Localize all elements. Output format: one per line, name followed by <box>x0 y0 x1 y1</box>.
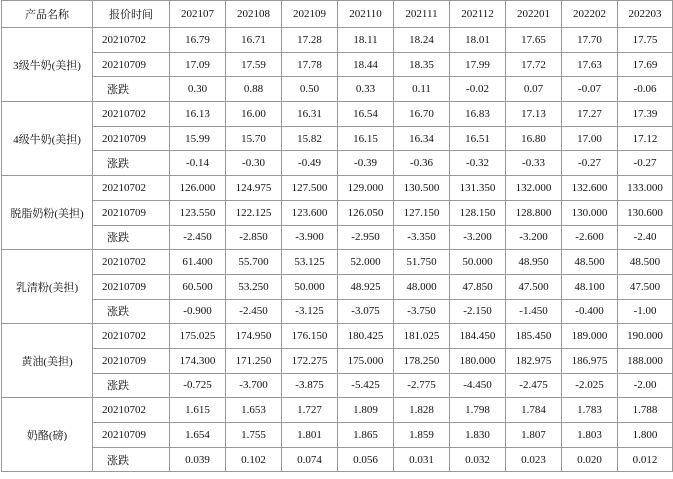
price-cell: 17.78 <box>282 52 338 77</box>
price-cell: 1.783 <box>562 398 618 423</box>
change-label: 涨跌 <box>93 225 170 250</box>
price-cell: 1.865 <box>338 423 394 448</box>
price-cell: 178.250 <box>394 348 450 373</box>
price-cell: 60.500 <box>170 274 226 299</box>
price-cell: 16.83 <box>450 102 506 127</box>
price-cell: 0.30 <box>170 77 226 102</box>
price-cell: 1.755 <box>226 423 282 448</box>
price-cell: 16.79 <box>170 28 226 53</box>
table-row <box>2 250 673 275</box>
price-cell: 190.000 <box>618 324 673 349</box>
price-cell: -5.425 <box>338 373 394 398</box>
price-cell: 1.809 <box>338 398 394 423</box>
price-cell: -3.200 <box>506 225 562 250</box>
price-cell: 16.70 <box>394 102 450 127</box>
price-cell: 123.600 <box>282 200 338 225</box>
price-cell: 127.150 <box>394 200 450 225</box>
price-table <box>1 0 673 472</box>
price-cell: -0.27 <box>562 151 618 176</box>
price-cell: 17.70 <box>562 28 618 53</box>
price-cell: -4.450 <box>450 373 506 398</box>
price-cell: 17.09 <box>170 52 226 77</box>
price-cell: 132.600 <box>562 176 618 201</box>
price-cell: -2.475 <box>506 373 562 398</box>
header-row <box>2 1 673 28</box>
table-row <box>2 52 673 77</box>
price-cell: -0.900 <box>170 299 226 324</box>
price-cell: 175.025 <box>170 324 226 349</box>
price-cell: 0.032 <box>450 447 506 472</box>
header-month: 202109 <box>282 1 338 28</box>
price-cell: 1.788 <box>618 398 673 423</box>
price-cell: 48.500 <box>562 250 618 275</box>
price-cell: 48.000 <box>394 274 450 299</box>
price-cell: -0.27 <box>618 151 673 176</box>
price-cell: 0.33 <box>338 77 394 102</box>
price-cell: 188.000 <box>618 348 673 373</box>
table-row <box>2 373 673 398</box>
price-cell: 18.24 <box>394 28 450 53</box>
price-cell: 0.020 <box>562 447 618 472</box>
quote-date: 20210702 <box>93 324 170 349</box>
price-cell: 0.11 <box>394 77 450 102</box>
change-label: 涨跌 <box>93 77 170 102</box>
price-cell: 1.830 <box>450 423 506 448</box>
price-cell: 18.35 <box>394 52 450 77</box>
price-cell: -3.075 <box>338 299 394 324</box>
price-cell: 181.025 <box>394 324 450 349</box>
price-cell: 61.400 <box>170 250 226 275</box>
price-cell: -3.900 <box>282 225 338 250</box>
price-cell: 124.975 <box>226 176 282 201</box>
price-cell: -0.02 <box>450 77 506 102</box>
price-cell: 128.150 <box>450 200 506 225</box>
price-cell: 17.69 <box>618 52 673 77</box>
price-cell: 122.125 <box>226 200 282 225</box>
table-row <box>2 398 673 423</box>
table-row <box>2 77 673 102</box>
quote-date: 20210709 <box>93 423 170 448</box>
header-month: 202112 <box>450 1 506 28</box>
price-cell: 17.59 <box>226 52 282 77</box>
price-cell: 15.99 <box>170 126 226 151</box>
price-cell: -2.150 <box>450 299 506 324</box>
price-cell: 18.01 <box>450 28 506 53</box>
price-cell: 48.500 <box>618 250 673 275</box>
table-row <box>2 126 673 151</box>
price-cell: 0.031 <box>394 447 450 472</box>
price-cell: 0.039 <box>170 447 226 472</box>
price-cell: 126.000 <box>170 176 226 201</box>
price-cell: -2.775 <box>394 373 450 398</box>
header-quote-time: 报价时间 <box>93 1 170 28</box>
price-cell: 17.13 <box>506 102 562 127</box>
price-cell: 174.950 <box>226 324 282 349</box>
header-month: 202107 <box>170 1 226 28</box>
price-cell: 1.807 <box>506 423 562 448</box>
price-cell: -2.40 <box>618 225 673 250</box>
price-cell: 1.654 <box>170 423 226 448</box>
price-cell: 132.000 <box>506 176 562 201</box>
price-cell: 0.07 <box>506 77 562 102</box>
product-name: 3级牛奶(美担) <box>2 28 93 102</box>
price-cell: 131.350 <box>450 176 506 201</box>
price-cell: 15.70 <box>226 126 282 151</box>
header-month: 202202 <box>562 1 618 28</box>
price-cell: -0.06 <box>618 77 673 102</box>
price-cell: 18.44 <box>338 52 394 77</box>
product-name: 黄油(美担) <box>2 324 93 398</box>
price-cell: 186.975 <box>562 348 618 373</box>
price-cell: 130.600 <box>618 200 673 225</box>
price-cell: 1.727 <box>282 398 338 423</box>
price-cell: 17.28 <box>282 28 338 53</box>
price-cell: 1.803 <box>562 423 618 448</box>
price-cell: 1.798 <box>450 398 506 423</box>
price-cell: 172.275 <box>282 348 338 373</box>
table-row <box>2 176 673 201</box>
table-row <box>2 28 673 53</box>
price-cell: 1.801 <box>282 423 338 448</box>
price-cell: 0.102 <box>226 447 282 472</box>
price-cell: 0.074 <box>282 447 338 472</box>
price-cell: 17.63 <box>562 52 618 77</box>
product-name: 4级牛奶(美担) <box>2 102 93 176</box>
price-cell: -0.400 <box>562 299 618 324</box>
change-label: 涨跌 <box>93 299 170 324</box>
price-cell: -0.39 <box>338 151 394 176</box>
price-cell: 1.859 <box>394 423 450 448</box>
price-cell: 130.000 <box>562 200 618 225</box>
header-month: 202110 <box>338 1 394 28</box>
price-cell: -3.700 <box>226 373 282 398</box>
price-cell: 50.000 <box>282 274 338 299</box>
price-cell: 189.000 <box>562 324 618 349</box>
quote-date: 20210702 <box>93 102 170 127</box>
price-cell: 17.99 <box>450 52 506 77</box>
price-cell: 47.850 <box>450 274 506 299</box>
price-cell: 171.250 <box>226 348 282 373</box>
price-cell: 1.615 <box>170 398 226 423</box>
change-label: 涨跌 <box>93 373 170 398</box>
price-cell: -3.750 <box>394 299 450 324</box>
price-cell: 123.550 <box>170 200 226 225</box>
header-month: 202111 <box>394 1 450 28</box>
quote-date: 20210702 <box>93 28 170 53</box>
price-cell: 50.000 <box>450 250 506 275</box>
price-cell: 47.500 <box>506 274 562 299</box>
price-cell: 16.00 <box>226 102 282 127</box>
price-cell: 185.450 <box>506 324 562 349</box>
price-cell: 53.125 <box>282 250 338 275</box>
price-cell: 17.27 <box>562 102 618 127</box>
price-cell: 16.13 <box>170 102 226 127</box>
price-cell: 184.450 <box>450 324 506 349</box>
quote-date: 20210702 <box>93 176 170 201</box>
price-cell: -0.49 <box>282 151 338 176</box>
price-cell: 180.425 <box>338 324 394 349</box>
price-cell: 17.72 <box>506 52 562 77</box>
table-row <box>2 299 673 324</box>
table-row <box>2 225 673 250</box>
price-cell: -0.33 <box>506 151 562 176</box>
price-cell: 52.000 <box>338 250 394 275</box>
price-cell: 180.000 <box>450 348 506 373</box>
price-cell: 51.750 <box>394 250 450 275</box>
price-cell: -3.350 <box>394 225 450 250</box>
price-cell: 17.75 <box>618 28 673 53</box>
price-cell: 0.023 <box>506 447 562 472</box>
quote-date: 20210702 <box>93 398 170 423</box>
table-row <box>2 274 673 299</box>
price-cell: 17.39 <box>618 102 673 127</box>
price-cell: 1.800 <box>618 423 673 448</box>
table-row <box>2 423 673 448</box>
price-cell: 48.950 <box>506 250 562 275</box>
product-name: 脱脂奶粉(美担) <box>2 176 93 250</box>
price-cell: 17.12 <box>618 126 673 151</box>
quote-date: 20210709 <box>93 200 170 225</box>
table-row <box>2 324 673 349</box>
quote-date: 20210709 <box>93 52 170 77</box>
price-cell: 0.056 <box>338 447 394 472</box>
price-cell: -2.025 <box>562 373 618 398</box>
product-name: 乳清粉(美担) <box>2 250 93 324</box>
price-cell: 176.150 <box>282 324 338 349</box>
price-cell: 175.000 <box>338 348 394 373</box>
price-cell: 126.050 <box>338 200 394 225</box>
price-cell: 0.88 <box>226 77 282 102</box>
quote-date: 20210709 <box>93 126 170 151</box>
price-cell: -1.450 <box>506 299 562 324</box>
price-cell: 16.80 <box>506 126 562 151</box>
price-cell: 48.100 <box>562 274 618 299</box>
price-cell: -2.850 <box>226 225 282 250</box>
header-month: 202201 <box>506 1 562 28</box>
price-cell: -0.07 <box>562 77 618 102</box>
price-cell: 130.500 <box>394 176 450 201</box>
price-cell: 16.31 <box>282 102 338 127</box>
price-cell: 17.00 <box>562 126 618 151</box>
price-cell: 1.784 <box>506 398 562 423</box>
price-cell: 1.828 <box>394 398 450 423</box>
price-cell: -3.875 <box>282 373 338 398</box>
change-label: 涨跌 <box>93 447 170 472</box>
price-cell: 55.700 <box>226 250 282 275</box>
table-body <box>2 28 673 472</box>
change-label: 涨跌 <box>93 151 170 176</box>
price-cell: 15.82 <box>282 126 338 151</box>
price-cell: -2.950 <box>338 225 394 250</box>
price-cell: -0.725 <box>170 373 226 398</box>
price-cell: -2.600 <box>562 225 618 250</box>
table-row <box>2 348 673 373</box>
price-cell: 128.800 <box>506 200 562 225</box>
table-row <box>2 200 673 225</box>
price-cell: 1.653 <box>226 398 282 423</box>
price-cell: -3.200 <box>450 225 506 250</box>
quote-date: 20210702 <box>93 250 170 275</box>
header-month: 202108 <box>226 1 282 28</box>
price-cell: -0.14 <box>170 151 226 176</box>
price-cell: 0.50 <box>282 77 338 102</box>
quote-date: 20210709 <box>93 348 170 373</box>
price-cell: 129.000 <box>338 176 394 201</box>
price-cell: 0.012 <box>618 447 673 472</box>
price-cell: 17.65 <box>506 28 562 53</box>
header-product: 产品名称 <box>2 1 93 28</box>
price-cell: -2.00 <box>618 373 673 398</box>
price-cell: 133.000 <box>618 176 673 201</box>
price-cell: -2.450 <box>170 225 226 250</box>
price-cell: 127.500 <box>282 176 338 201</box>
price-cell: -0.32 <box>450 151 506 176</box>
price-cell: -1.00 <box>618 299 673 324</box>
table-row <box>2 102 673 127</box>
price-cell: 18.11 <box>338 28 394 53</box>
product-name: 奶酪(磅) <box>2 398 93 472</box>
price-cell: -0.30 <box>226 151 282 176</box>
table-row <box>2 447 673 472</box>
price-cell: -0.36 <box>394 151 450 176</box>
price-cell: 16.71 <box>226 28 282 53</box>
price-cell: 16.15 <box>338 126 394 151</box>
price-cell: 16.54 <box>338 102 394 127</box>
price-cell: 47.500 <box>618 274 673 299</box>
price-cell: 48.925 <box>338 274 394 299</box>
price-cell: 182.975 <box>506 348 562 373</box>
quote-date: 20210709 <box>93 274 170 299</box>
price-cell: -3.125 <box>282 299 338 324</box>
price-cell: -2.450 <box>226 299 282 324</box>
price-cell: 174.300 <box>170 348 226 373</box>
price-cell: 16.51 <box>450 126 506 151</box>
table-row <box>2 151 673 176</box>
price-cell: 53.250 <box>226 274 282 299</box>
header-month: 202203 <box>618 1 673 28</box>
price-cell: 16.34 <box>394 126 450 151</box>
